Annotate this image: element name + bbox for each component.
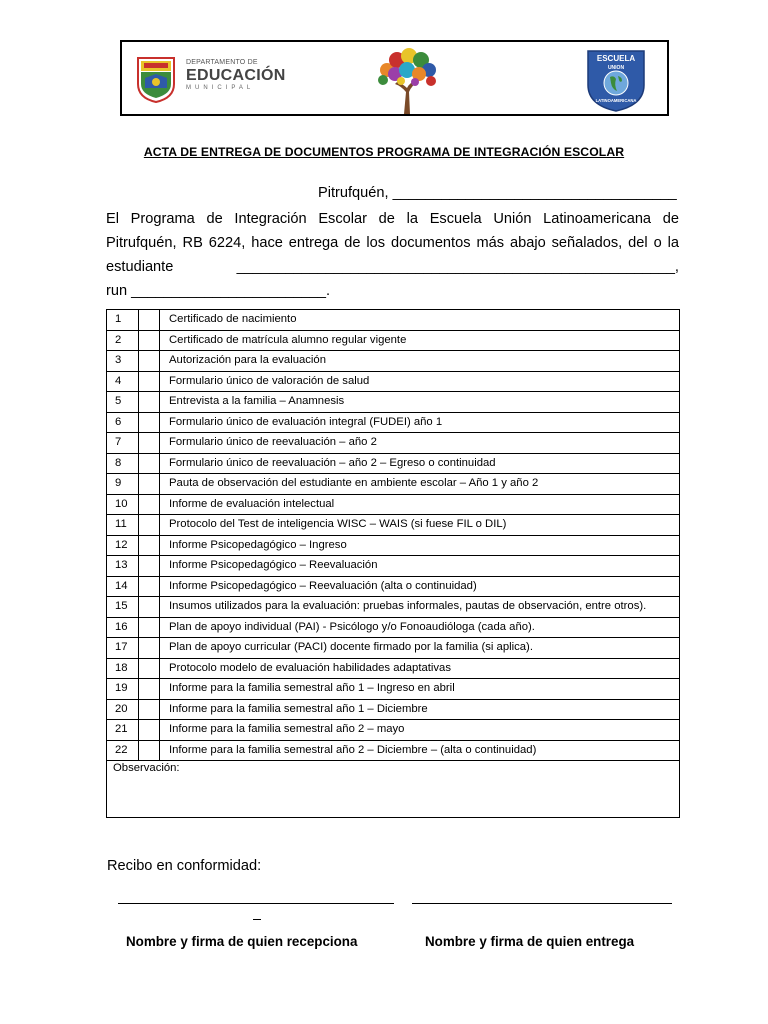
- row-number: 7: [107, 433, 139, 454]
- table-row: [107, 453, 680, 474]
- row-description: Plan de apoyo individual (PAI) - Psicólogo y/o Fonoaudióloga (cada año).: [160, 617, 680, 638]
- table-row: [107, 515, 680, 536]
- row-number: 16: [107, 617, 139, 638]
- shield-emblem-icon: [136, 54, 176, 104]
- row-description: Protocolo modelo de evaluación habilidades adaptativas: [160, 658, 680, 679]
- intro-line-2: Pitrufquén, RB 6224, hace entrega de los documentos más abajo señalados, del o la: [106, 235, 679, 251]
- row-check-cell[interactable]: [139, 679, 160, 700]
- row-number: 11: [107, 515, 139, 536]
- row-number: 21: [107, 720, 139, 741]
- logo-text-line2: EDUCACIÓN: [186, 67, 286, 84]
- observation-label: Observación:: [113, 762, 180, 774]
- row-description: Insumos utilizados para la evaluación: pruebas informales, pautas de observación, entre otros).: [160, 597, 680, 618]
- badge-top-text: ESCUELA: [596, 54, 636, 63]
- row-number: 10: [107, 494, 139, 515]
- table-row: [107, 597, 680, 618]
- signature-line-extra-dash: [253, 919, 261, 920]
- row-description: Plan de apoyo curricular (PACI) docente firmado por la familia (si aplica).: [160, 638, 680, 659]
- row-description: Certificado de nacimiento: [160, 310, 680, 331]
- row-description: Informe para la familia semestral año 1 – Diciembre: [160, 699, 680, 720]
- row-number: 3: [107, 351, 139, 372]
- row-description: Informe Psicopedagógico – Ingreso: [160, 535, 680, 556]
- badge-bottom-text: LATINOAMERICANA: [595, 98, 637, 103]
- observation-field[interactable]: [107, 761, 680, 818]
- row-number: 5: [107, 392, 139, 413]
- row-description: Entrevista a la familia – Anamnesis: [160, 392, 680, 413]
- logo-text-line3: MUNICIPAL: [186, 85, 255, 91]
- row-description: Formulario único de reevaluación – año 2 – Egreso o continuidad: [160, 453, 680, 474]
- table-row: [107, 310, 680, 331]
- row-number: 20: [107, 699, 139, 720]
- badge-mid-text: UNION: [607, 65, 625, 71]
- logo-text-line1: DEPARTAMENTO DE: [186, 59, 258, 66]
- table-row: [107, 556, 680, 577]
- deliverer-signature-line[interactable]: [412, 903, 672, 904]
- row-number: 14: [107, 576, 139, 597]
- row-check-cell[interactable]: [139, 617, 160, 638]
- education-department-text: [186, 58, 286, 93]
- student-name-field[interactable]: estudiante ______________________________________________________,: [106, 259, 679, 275]
- row-check-cell[interactable]: [139, 720, 160, 741]
- row-number: 12: [107, 535, 139, 556]
- table-row: [107, 658, 680, 679]
- place-date-field[interactable]: Pitrufquén, ___________________________________: [318, 185, 677, 201]
- row-description: Informe Psicopedagógico – Reevaluación: [160, 556, 680, 577]
- row-number: 22: [107, 740, 139, 761]
- row-check-cell[interactable]: [139, 740, 160, 761]
- table-row: [107, 412, 680, 433]
- row-check-cell[interactable]: [139, 330, 160, 351]
- row-number: 18: [107, 658, 139, 679]
- row-description: Informe Psicopedagógico – Reevaluación (alta o continuidad): [160, 576, 680, 597]
- row-number: 8: [107, 453, 139, 474]
- table-row: [107, 371, 680, 392]
- row-number: 2: [107, 330, 139, 351]
- row-number: 9: [107, 474, 139, 495]
- row-description: Autorización para la evaluación: [160, 351, 680, 372]
- row-number: 1: [107, 310, 139, 331]
- row-check-cell[interactable]: [139, 310, 160, 331]
- row-number: 6: [107, 412, 139, 433]
- document-title: ACTA DE ENTREGA DE DOCUMENTOS PROGRAMA DE INTEGRACIÓN ESCOLAR: [143, 145, 625, 159]
- row-description: Formulario único de reevaluación – año 2: [160, 433, 680, 454]
- row-description: Pauta de observación del estudiante en ambiente escolar – Año 1 y año 2: [160, 474, 680, 495]
- intro-line-1: El Programa de Integración Escolar de la Escuela Unión Latinoamericana de: [106, 211, 679, 227]
- observation-row: [107, 761, 680, 818]
- row-number: 17: [107, 638, 139, 659]
- row-number: 15: [107, 597, 139, 618]
- table-row: [107, 576, 680, 597]
- row-check-cell[interactable]: [139, 412, 160, 433]
- row-check-cell[interactable]: [139, 556, 160, 577]
- table-row: [107, 351, 680, 372]
- row-check-cell[interactable]: [139, 474, 160, 495]
- receiver-signature-line[interactable]: [118, 903, 394, 904]
- row-check-cell[interactable]: [139, 638, 160, 659]
- table-row: [107, 494, 680, 515]
- table-row: [107, 699, 680, 720]
- row-description: Informe para la familia semestral año 2 – Diciembre – (alta o continuidad): [160, 740, 680, 761]
- run-field[interactable]: run ________________________.: [106, 283, 330, 299]
- row-check-cell[interactable]: [139, 658, 160, 679]
- receipt-label: Recibo en conformidad:: [107, 858, 262, 874]
- row-check-cell[interactable]: [139, 371, 160, 392]
- row-description: Informe para la familia semestral año 1 – Ingreso en abril: [160, 679, 680, 700]
- documents-table: [106, 309, 680, 818]
- row-description: Informe de evaluación intelectual: [160, 494, 680, 515]
- education-department-logo: [136, 54, 286, 104]
- table-row: [107, 392, 680, 413]
- table-row: [107, 433, 680, 454]
- row-check-cell[interactable]: [139, 535, 160, 556]
- row-check-cell[interactable]: [139, 351, 160, 372]
- row-check-cell[interactable]: [139, 597, 160, 618]
- table-row: [107, 720, 680, 741]
- header-logo-box: [120, 40, 669, 116]
- row-check-cell[interactable]: [139, 433, 160, 454]
- table-row: [107, 535, 680, 556]
- row-check-cell[interactable]: [139, 494, 160, 515]
- row-number: 13: [107, 556, 139, 577]
- hands-tree-logo-icon: [373, 48, 441, 114]
- row-check-cell[interactable]: [139, 699, 160, 720]
- documents-table-body: [107, 310, 680, 761]
- table-row: [107, 617, 680, 638]
- row-description: Formulario único de evaluación integral (FUDEI) año 1: [160, 412, 680, 433]
- receiver-signature-label: Nombre y firma de quien recepciona: [126, 934, 358, 949]
- row-check-cell[interactable]: [139, 576, 160, 597]
- row-description: Certificado de matrícula alumno regular vigente: [160, 330, 680, 351]
- school-badge-logo-icon: [584, 47, 648, 113]
- row-description: Informe para la familia semestral año 2 – mayo: [160, 720, 680, 741]
- deliverer-signature-label: Nombre y firma de quien entrega: [425, 934, 635, 949]
- row-description: Formulario único de valoración de salud: [160, 371, 680, 392]
- table-row: [107, 638, 680, 659]
- row-check-cell[interactable]: [139, 392, 160, 413]
- row-check-cell[interactable]: [139, 453, 160, 474]
- table-row: [107, 474, 680, 495]
- intro-paragraph: [106, 207, 679, 303]
- row-check-cell[interactable]: [139, 515, 160, 536]
- table-row: [107, 679, 680, 700]
- row-description: Protocolo del Test de inteligencia WISC – WAIS (si fuese FIL o DIL): [160, 515, 680, 536]
- table-row: [107, 740, 680, 761]
- row-number: 4: [107, 371, 139, 392]
- row-number: 19: [107, 679, 139, 700]
- table-row: [107, 330, 680, 351]
